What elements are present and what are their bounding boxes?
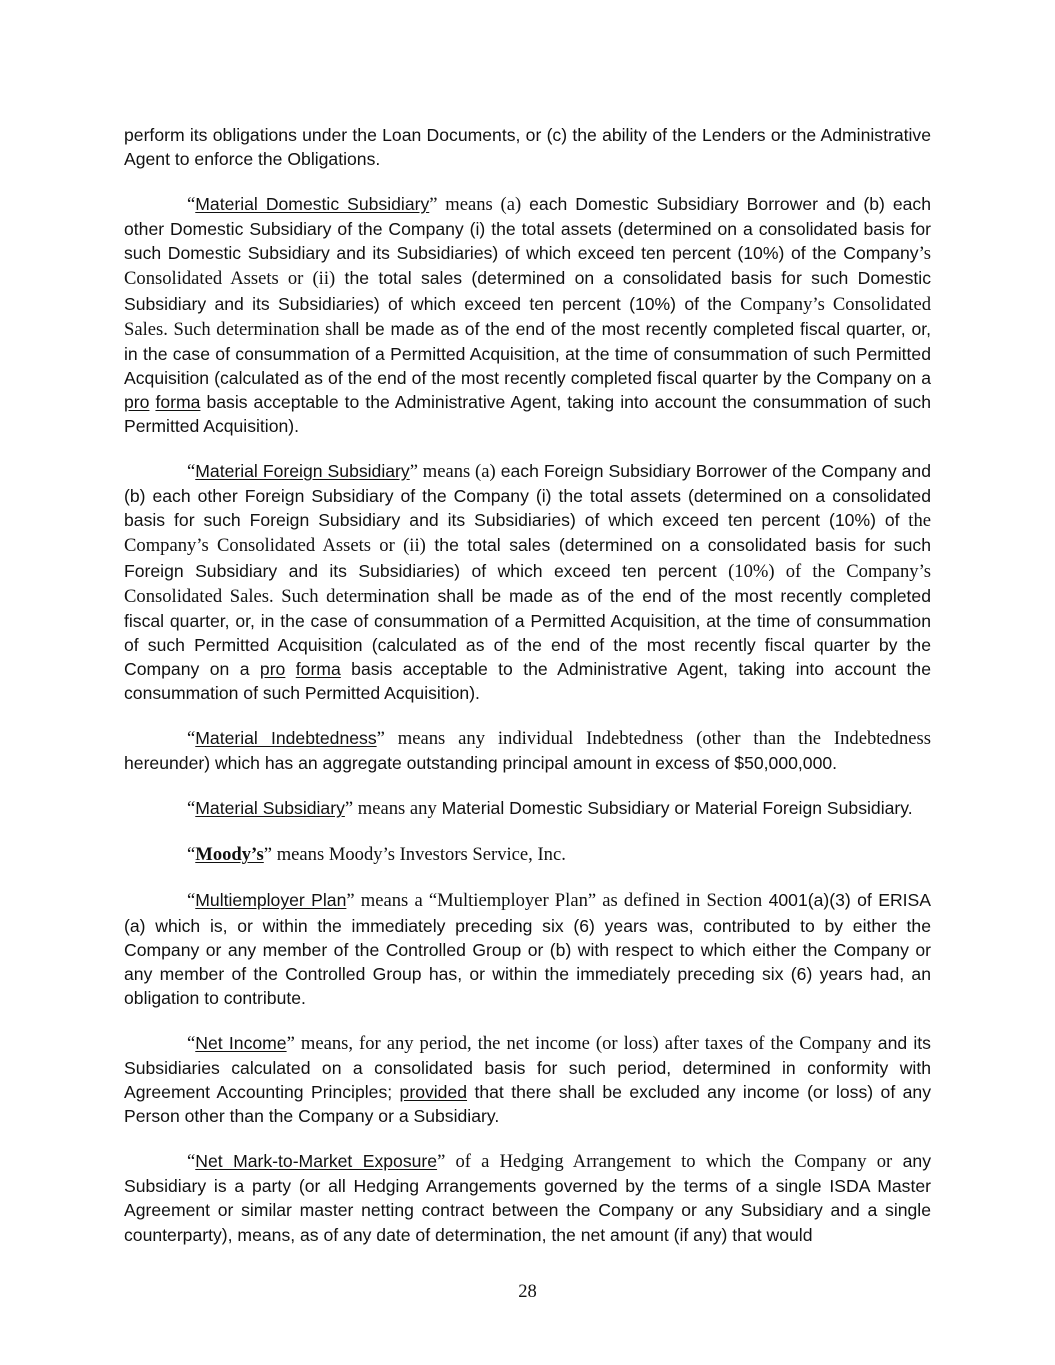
open-quote: “ xyxy=(187,890,196,912)
defined-term: Material Foreign Subsidiary xyxy=(195,461,410,482)
defined-term: Material Domestic Subsidiary xyxy=(195,194,430,215)
open-quote: “ xyxy=(187,798,196,820)
open-quote: “ xyxy=(187,1151,196,1173)
definition-moodys xyxy=(124,842,931,867)
pro-term: pro xyxy=(124,391,150,412)
defined-term: Moody’s xyxy=(195,844,264,866)
forma-term: forma xyxy=(295,658,341,679)
definition-lead: ” means (a) xyxy=(429,194,522,216)
defined-term: Multiemployer Plan xyxy=(195,890,347,911)
definition-multiemployer-plan xyxy=(124,888,931,1009)
definition-body: any Subsidiary is a party (or all Hedging Arrangements governed by the terms of a single ISDA Master Agreement or similar master netting contract between the Company or any Subsidiary and a single counterparty), means, as of any date of determination, the net amount (if any) that would xyxy=(124,1151,931,1245)
definition-material-foreign-subsidiary xyxy=(124,459,931,705)
paragraph-text: perform its obligations under the Loan Documents, or (c) the ability of the Lenders or the Administrative Agent to enforce the Obligations. xyxy=(124,125,931,170)
definition-body: 4001(a)(3) of ERISA (a) which is, or within the immediately preceding six (6) years was, contributed to by either the Company or any member of the Controlled Group or (b) with respect to which either the Company or any member of the Controlled Group has, or within the immediately preceding six (6) years had, an obligation to contribute. xyxy=(124,890,932,1008)
definition-body: Material Domestic Subsidiary or Material Foreign Subsidiary. xyxy=(436,798,913,819)
definition-body: ination shall be made as of the end of the most recently completed fiscal quarter, or, in the case of consummation of a Permitted Acquisition, at the time of consummation of such Permitted Acquisition (calculated as of the end of the most recently fiscal quarter by the Company on a xyxy=(124,585,931,679)
definition-lead: ” means, for any period, the net income (or loss) after taxes of the Company xyxy=(286,1032,872,1054)
definition-body: basis acceptable to the Administrative Agent, taking into account the consummation of such Permitted Acquisition). xyxy=(124,391,931,437)
open-quote: “ xyxy=(187,194,196,216)
definition-lead: ” means any xyxy=(344,798,437,820)
definition-body: that there shall be excluded any income (or loss) of any Person other than the Company or a Subsidiary. xyxy=(124,1082,931,1127)
open-quote: “ xyxy=(187,461,196,483)
definition-body: the total sales (determined on a consolidated basis for such Domestic Subsidiary and its Subsidiaries) of which exceed ten percent (10%) of the xyxy=(124,268,931,314)
forma-term: forma xyxy=(155,391,201,412)
definition-body: the total sales (determined on a consolidated basis for such Foreign Subsidiary and its Subsidiaries) of which exceed ten percent xyxy=(124,535,931,581)
definition-body: each Foreign Subsidiary Borrower of the Company and (b) each other Foreign Subsidiary of the Company (i) the total assets (determined on a consolidated basis for such Foreign Subsidiary and its Subsidiaries) of which exceed ten percent (10%) of xyxy=(124,461,931,531)
defined-term: Net Mark-to-Market Exposure xyxy=(195,1151,438,1172)
definition-lead: ” means Moody’s Investors Service, Inc. xyxy=(263,844,566,866)
definition-serif-fragment: (10%) of the Company’s Consolidated Sales. Such determ xyxy=(124,560,931,607)
defined-term: Net Income xyxy=(195,1032,287,1053)
definition-serif-fragment: Company’s Consolidated Sales. Such determination sh xyxy=(124,293,931,340)
paragraph-continuation xyxy=(124,123,931,171)
definition-lead: ” means any individual Indebtedness (other than the Indebtedness xyxy=(376,728,931,750)
definition-lead: ” means a “Multiemployer Plan” as defined in Section xyxy=(346,890,763,912)
definition-body: hereunder) which has an aggregate outstanding principal amount in excess of $50,000,000. xyxy=(124,753,838,774)
open-quote: “ xyxy=(187,728,196,750)
definition-material-domestic-subsidiary xyxy=(124,192,931,438)
definition-body: each Domestic Subsidiary Borrower and (b) each other Domestic Subsidiary of the Company (i) the total assets (determined on a consolidated basis for such Domestic Subsidiary and its Subsidiaries) of which exceed ten percent (10%) of the Company xyxy=(124,194,931,264)
definition-serif-fragment: ’s Consolidated Assets or (ii) xyxy=(124,243,931,290)
definition-body: all be made as of the end of the most recently completed fiscal quarter, or, in the case of consummation of a Permitted Acquisition, at the time of consummation of such Permitted Acquisition (calculated as of the end of the most recently completed fiscal quarter by the Company on a xyxy=(124,318,932,388)
defined-term: Material Subsidiary xyxy=(195,798,345,819)
pro-term: pro xyxy=(259,658,286,679)
definition-material-subsidiary xyxy=(124,796,931,821)
document-page xyxy=(124,123,931,1268)
definition-net-mark-to-market-exposure xyxy=(124,1149,931,1246)
definition-lead: ” of a Hedging Arrangement to which the Company or xyxy=(437,1151,893,1173)
definition-lead: ” means (a) xyxy=(409,461,496,483)
definition-material-indebtedness xyxy=(124,726,931,775)
open-quote: “ xyxy=(187,844,196,866)
provided-term: provided xyxy=(399,1082,468,1103)
defined-term: Material Indebtedness xyxy=(195,728,377,749)
page-number: 28 xyxy=(518,1281,537,1302)
definition-net-income xyxy=(124,1031,931,1128)
definition-body: basis acceptable to the Administrative Agent, taking into account the consummation of such Permitted Acquisition). xyxy=(124,658,931,703)
definition-serif-fragment: the Company’s Consolidated Assets or (ii) xyxy=(124,510,931,557)
definition-body: and its Subsidiaries calculated on a consolidated basis for such period, determined in conformity with Agreement Accounting Principles; xyxy=(124,1032,931,1103)
open-quote: “ xyxy=(187,1032,196,1054)
